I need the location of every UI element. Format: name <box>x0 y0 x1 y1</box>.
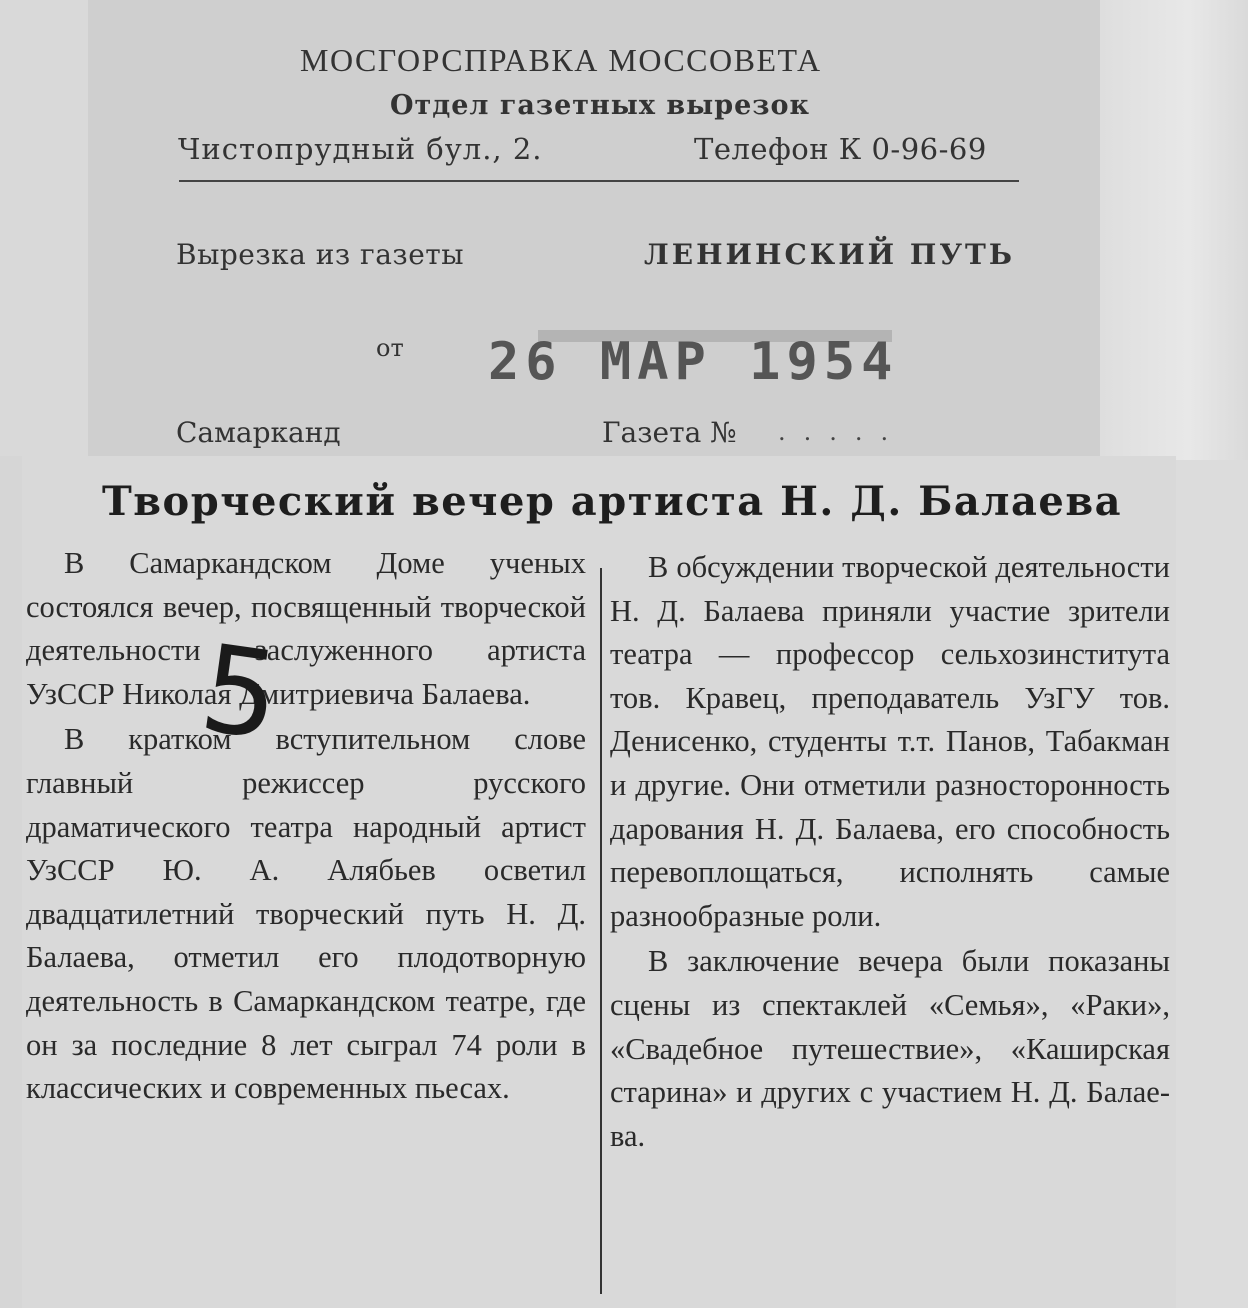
newspaper-name: ЛЕНИНСКИЙ ПУТЬ <box>644 238 1015 271</box>
article-headline: Творческий вечер артиста Н. Д. Балаева <box>102 478 1123 525</box>
gazeta-number-dots: ..... <box>778 418 907 446</box>
date-from-label: от <box>376 334 404 362</box>
handwritten-number-mark: 5 <box>192 619 288 768</box>
column-divider <box>600 568 602 1294</box>
article-column-right <box>610 546 1170 1160</box>
cut-from-label: Вырезка из газеты <box>176 238 465 271</box>
header-divider <box>179 180 1019 182</box>
gazeta-number-label: Газета № <box>602 416 737 449</box>
article-paragraph: В Самаркандском Доме ученых состоялся вечер, посвященный творческой деятельности заслуженного артиста УзССР Николая Дмитриевича Балаева. <box>26 546 586 711</box>
agency-phone: Телефон К 0-96-69 <box>694 132 987 166</box>
newspaper-clipping <box>22 456 1176 1308</box>
article-paragraph: В заключение вечера были показаны сцены из спектаклей «Семья», «Раки», «Свадебное путешествие», «Каширская старина» и других с участием Н. Д. Балаева. <box>610 944 1170 1153</box>
department-name: Отдел газетных вырезок <box>390 90 810 121</box>
scan-background-bottom-right <box>1176 460 1248 1308</box>
scan-background-bottom-left <box>0 456 22 1308</box>
city-label: Самарканд <box>176 416 341 449</box>
clipping-bureau-slip <box>88 0 1100 470</box>
scan-background-right <box>1100 0 1248 460</box>
scan-background-left <box>0 0 88 456</box>
article-column-left <box>26 542 586 1113</box>
article-paragraph: В кратком вступительном слове главный режиссер русского драматического театра народный артист УзССР Ю. А. Алябьев осветил двадцатилетний творческий путь Н. Д. Балаева, отметил его плодотворную деятельность в Самаркандском театре, где он за последние 8 лет сыграл 74 роли в классических и современных пьесах. <box>26 722 586 1106</box>
article-paragraph: В обсуждении творческой деятельности Н. Д. Балаева приняли участие зрители театра — профессор сельхозинститута тов. Кравец, преподаватель УзГУ тов. Денисенко, студенты т.т. Панов, Табакман и другие. Они отметили разносторонность дарования Н. Д. Балаева, его способность перевоплощаться, исполнять самые разнообразные роли. <box>610 550 1170 933</box>
agency-name: МОСГОРСПРАВКА МОССОВЕТА <box>300 42 822 78</box>
date-stamp: 26 МАР 1954 <box>488 332 899 392</box>
agency-address: Чистопрудный бул., 2. <box>178 132 543 166</box>
